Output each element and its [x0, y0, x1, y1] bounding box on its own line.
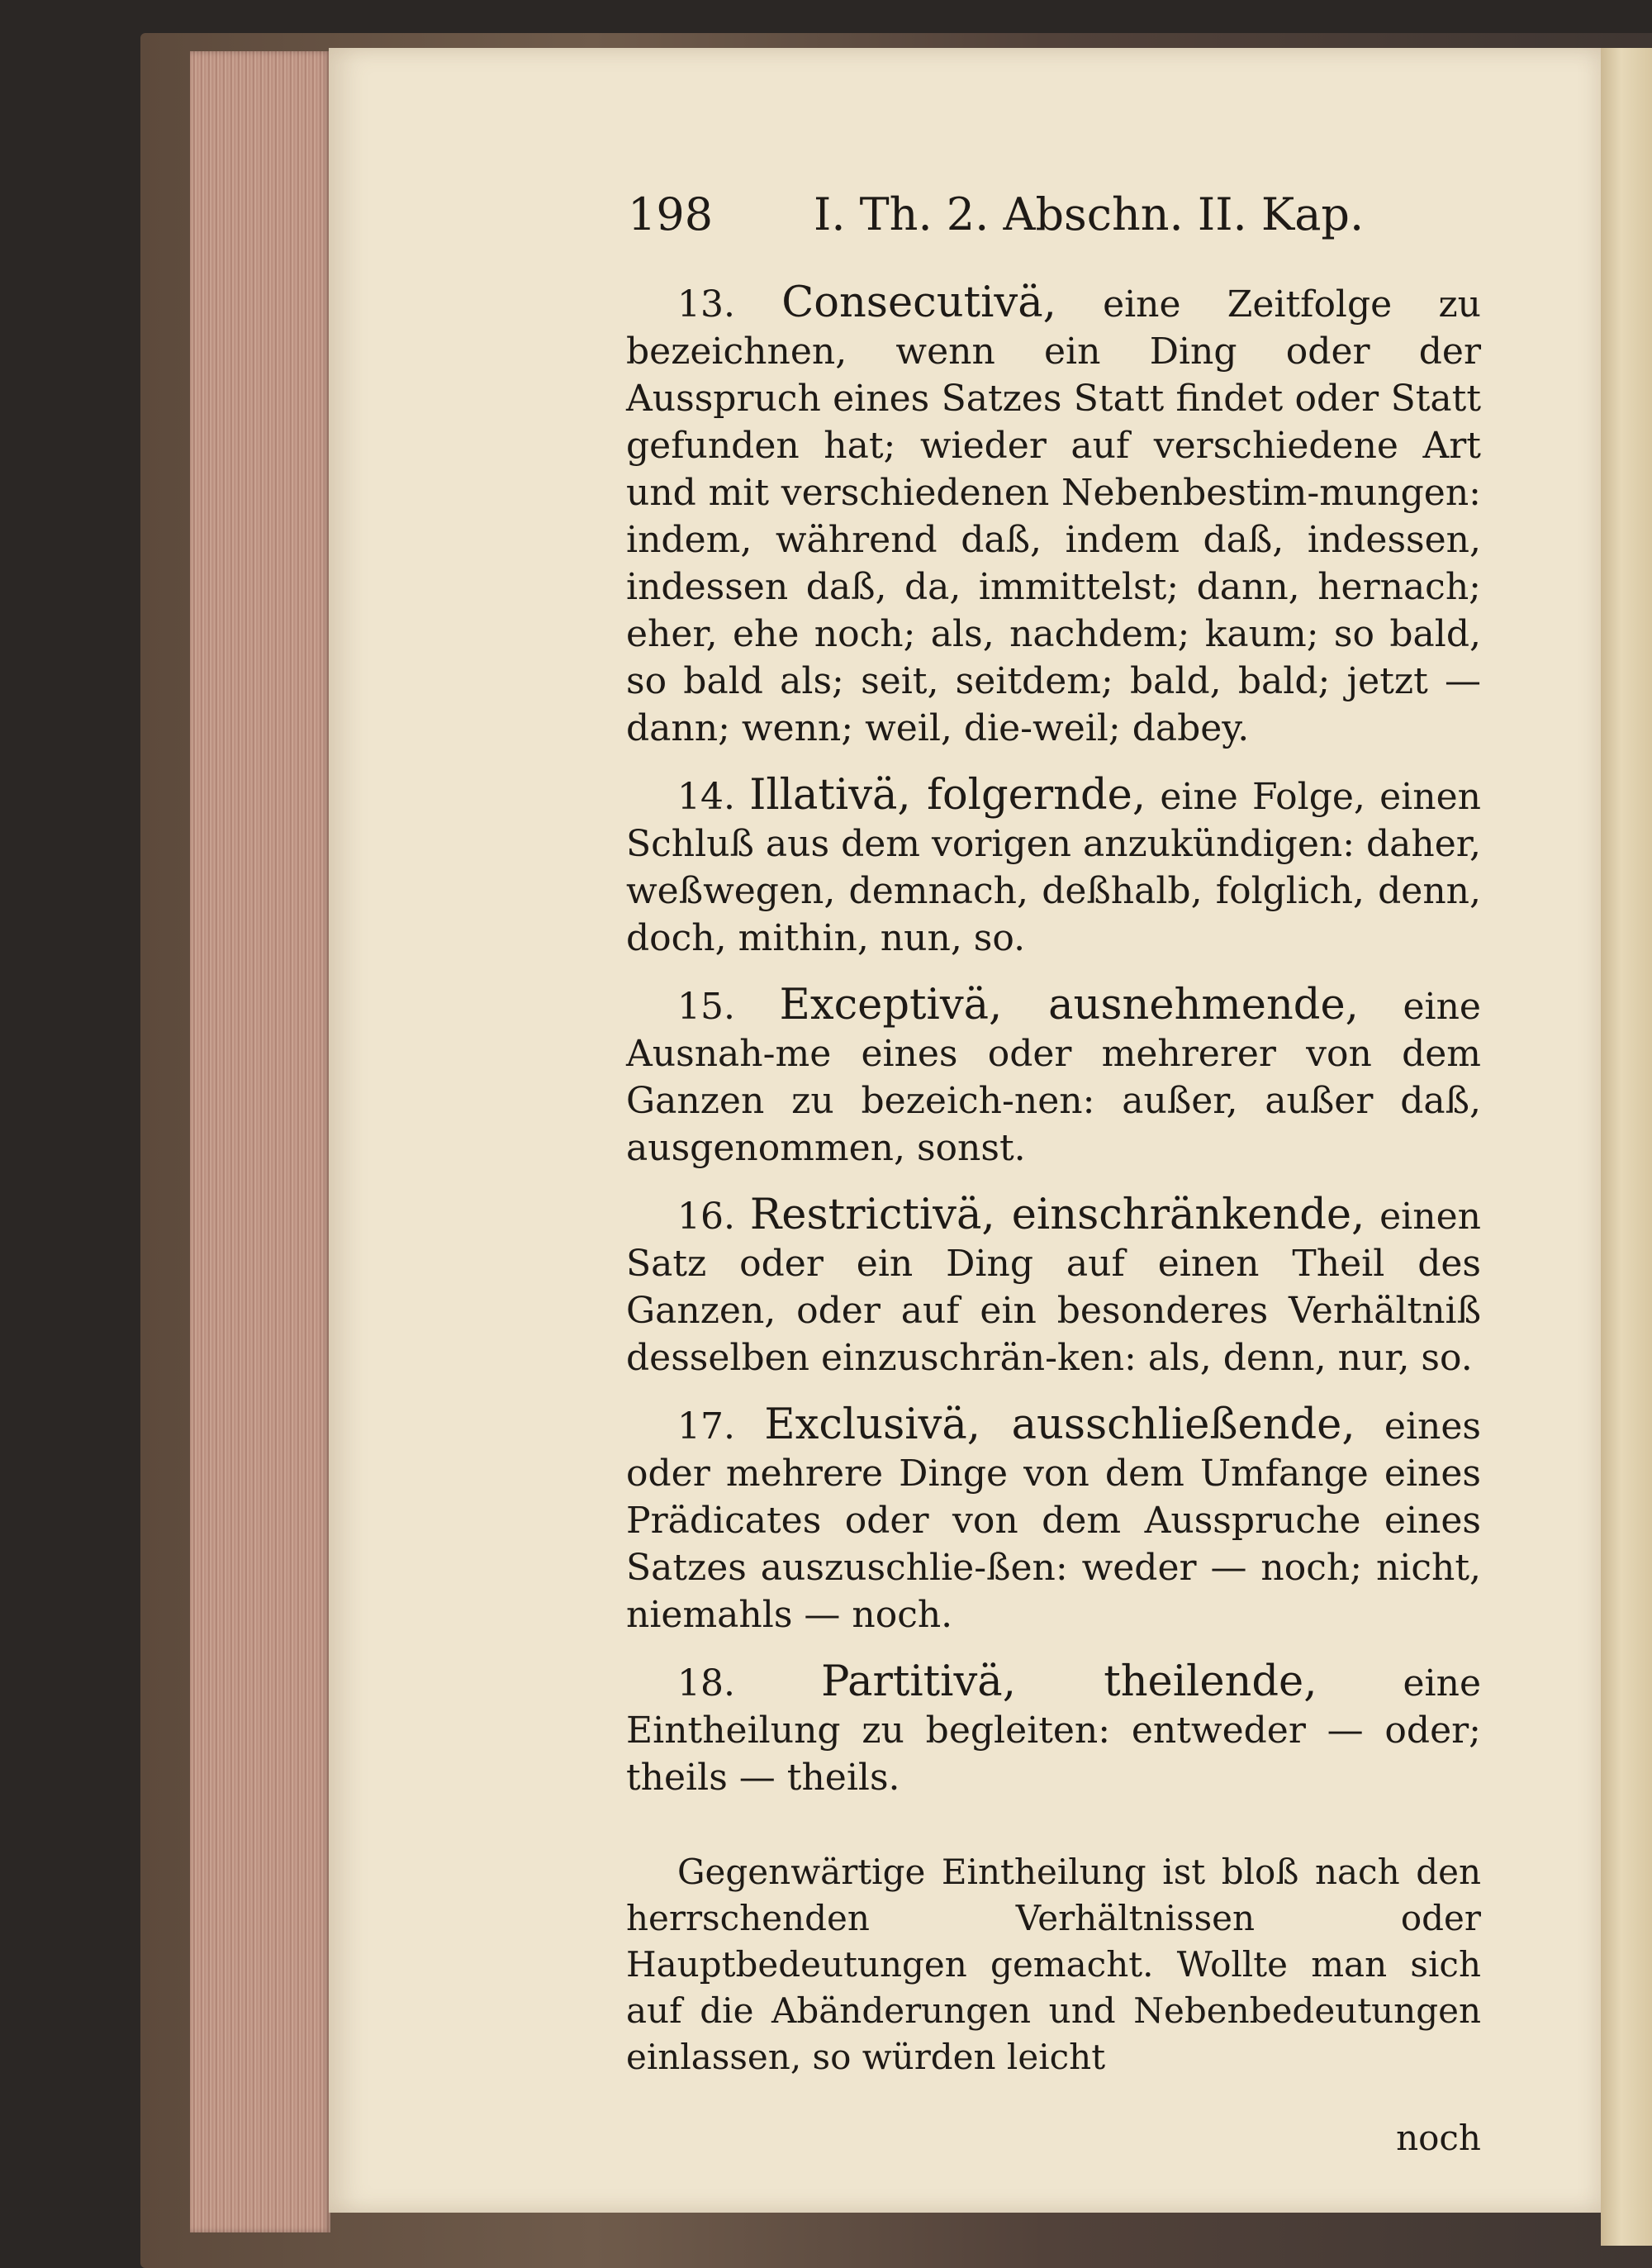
page-body — [626, 279, 1481, 2161]
facing-page-edge — [1601, 48, 1652, 2246]
entry-13 — [626, 279, 1481, 752]
entry-14 — [626, 772, 1481, 962]
entry-17 — [626, 1401, 1481, 1638]
entry-number: 16. — [677, 1196, 735, 1238]
page-edges — [190, 51, 330, 2232]
entry-text: eine Zeitfolge zu bezeichnen, wenn ein Ding oder der Ausspruch eines Satzes Statt findet oder Statt gefunden hat; wieder auf verschiedene Art und mit verschiedenen Nebenbestim-mungen: — [626, 283, 1481, 514]
note-paragraph: Gegenwärtige Eintheilung ist bloß nach den herrschenden Verhältnissen oder Hauptbedeutungen gemacht. Wollte man sich auf die Abänderungen und Nebenbedeutungen einlassen, so würden leicht — [626, 1852, 1481, 2077]
page-number: 198 — [628, 188, 714, 240]
running-head: I. Th. 2. Abschn. II. Kap. — [814, 188, 1365, 240]
entry-text: eine Ausnah-me eines oder mehrerer von dem Ganzen zu bezeich-nen: — [626, 986, 1481, 1122]
entry-16 — [626, 1191, 1481, 1381]
entry-number: 13. — [677, 283, 735, 326]
entry-number: 15. — [677, 986, 735, 1028]
entry-term: Consecutivä, — [781, 278, 1056, 327]
entry-words: außer, außer daß, ausgenommen, sonst. — [626, 1080, 1481, 1169]
entry-18 — [626, 1658, 1481, 1801]
catchword: noch — [1396, 2118, 1481, 2158]
entry-term: Illativä, folgernde, — [749, 771, 1146, 820]
entry-15 — [626, 982, 1481, 1172]
entry-words: als, denn, nur, so. — [1147, 1337, 1473, 1379]
entry-words: daher, weßwegen, demnach, deßhalb, folglich, denn, doch, mithin, nun, so. — [626, 823, 1481, 959]
entry-number: 14. — [677, 776, 735, 818]
entry-number: 17. — [677, 1405, 735, 1448]
entry-text: eine Folge, einen Schluß aus dem vorigen anzukündigen: — [626, 776, 1481, 865]
entry-term: Exceptivä, ausnehmende, — [779, 981, 1359, 1029]
entry-text: eines oder mehrere Dinge von dem Umfange eines Prädicates oder von dem Ausspruche eines Satzes auszuschlie-ßen: — [626, 1405, 1481, 1589]
entry-words: weder — noch; nicht, niemahls — noch. — [626, 1547, 1481, 1636]
entry-number: 18. — [677, 1662, 735, 1705]
entry-term: Exclusivä, ausschließende, — [764, 1400, 1355, 1449]
entry-text: eine Eintheilung zu begleiten: — [626, 1662, 1481, 1752]
entry-term: Partitivä, theilende, — [821, 1657, 1317, 1706]
entry-words: indem, während daß, indem daß, indessen, indessen daß, da, immittelst; dann, hernach; eher, ehe noch; als, nachdem; kaum; so bald, so bald als; seit, seitdem; bald, bald; jetzt — dann; wenn; weil, die-weil; dabey. — [626, 519, 1481, 749]
entry-words: entweder — oder; theils — theils. — [626, 1709, 1481, 1799]
entry-text: einen Satz oder ein Ding auf einen Theil des Ganzen, oder auf ein besonderes Verhältniß desselben einzuschrän-ken: — [626, 1196, 1481, 1379]
entry-term: Restrictivä, einschränkende, — [749, 1191, 1365, 1239]
